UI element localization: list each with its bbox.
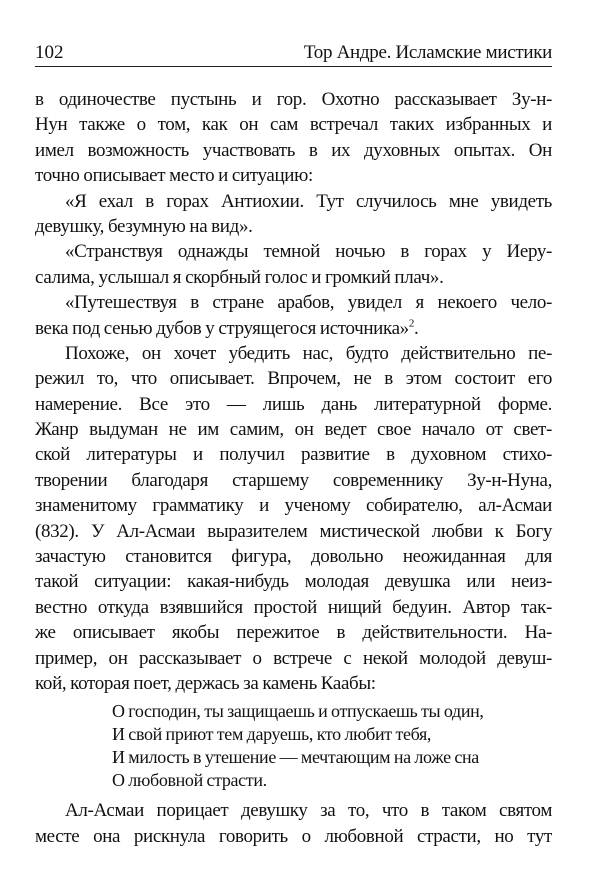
line-text: кой, которая поет, держась за камень Каабы:: [35, 672, 376, 694]
line-text: О господин, ты защищаешь и отпускаешь ты один,: [112, 701, 484, 722]
text-line: [35, 824, 552, 849]
paragraph: [35, 798, 552, 849]
text-line: [35, 239, 552, 264]
paragraph: [35, 239, 552, 290]
text-line: [35, 620, 552, 645]
line-text: Ал-Асмаи порицает девушку за то, что в таком святом: [65, 800, 552, 822]
line-text: намерение. Все это — лишь дань литературной форме.: [35, 393, 552, 415]
verse-line: [112, 723, 552, 746]
text-line: [35, 214, 552, 239]
line-text: «Я ехал в горах Антиохии. Тут случилось мне увидеть: [65, 190, 552, 212]
text-line: [35, 265, 552, 290]
line-text: режил то, что описывает. Впрочем, не в этом состоит его: [35, 368, 552, 390]
line-text: И милость в утешение — мечтающим на ложе сна: [112, 747, 479, 768]
line-text: Нун также о том, как он сам встречал таких избранных и: [35, 114, 552, 136]
text-line: [35, 87, 552, 112]
page-body: [35, 87, 552, 849]
paragraph: [35, 87, 552, 189]
footnote-ref: 2: [408, 317, 414, 330]
line-text: точно описывает место и ситуацию:: [35, 165, 313, 187]
text-line: [35, 468, 552, 493]
line-text: имел возможность участвовать в их духовных опытах. Он: [35, 139, 552, 161]
line-text: вестно откуда взявшийся простой нищий бедуин. Автор так-: [35, 596, 552, 618]
text-line: [35, 366, 552, 391]
text-line: [35, 493, 552, 518]
line-text: же описывает якобы пережитое в действительности. На-: [35, 622, 552, 644]
text-line: [35, 392, 552, 417]
paragraph: [35, 341, 552, 696]
line-text: месте она рискнула говорить о любовной страсти, но тут: [35, 825, 552, 847]
text-line: [35, 138, 552, 163]
line-text: творении благодаря старшему современнику Зу-н-Нуна,: [35, 469, 552, 491]
verse-line: [112, 769, 552, 792]
line-text: «Путешествуя в стране арабов, увидел я некоего чело-: [65, 292, 552, 314]
verse-quote: [35, 700, 552, 792]
text-line: [35, 544, 552, 569]
line-text: И свой приют тем даруешь, кто любит тебя,: [112, 724, 432, 745]
line-text: О любовной страсти.: [112, 770, 267, 791]
text-line: [35, 341, 552, 366]
line-text: девушку, безумную на вид».: [35, 215, 253, 237]
verse-line: [112, 700, 552, 723]
line-text: Похоже, он хочет убедить нас, будто действительно пе-: [65, 342, 552, 364]
paragraph: [35, 189, 552, 240]
verse-line: [112, 746, 552, 769]
line-text: Жанр выдуман не им самим, он ведет свое начало от свет-: [35, 419, 552, 441]
text-line: [35, 290, 552, 315]
text-line: [35, 112, 552, 137]
text-line: [35, 417, 552, 442]
line-text: века под сенью дубов у струящегося источника»: [35, 317, 409, 339]
text-line: [35, 442, 552, 467]
page-number: 102: [35, 42, 64, 63]
line-tail: .: [414, 317, 419, 339]
line-text: ской литературы и получил развитие в духовном стихо-: [35, 444, 552, 466]
text-line: [35, 569, 552, 594]
line-text: зачастую становится фигура, довольно неожиданная для: [35, 546, 552, 568]
text-line: [35, 798, 552, 823]
text-line: [35, 519, 552, 544]
line-text: салима, услышал я скорбный голос и громкий плач».: [35, 266, 444, 288]
line-text: (832). У Ал-Асмаи выразителем мистической любви к Богу: [35, 520, 552, 542]
line-text: такой ситуации: какая-нибудь молодая девушка или неиз-: [35, 571, 552, 593]
text-line: [35, 595, 552, 620]
line-text: знаменитому грамматику и ученому собирателю, ал-Асмаи: [35, 495, 552, 517]
paragraph: [35, 290, 552, 341]
text-line: [35, 316, 552, 341]
line-text: пример, он рассказывает о встрече с некой молодой девуш-: [35, 647, 552, 669]
text-line: [35, 189, 552, 214]
running-title: Тор Андре. Исламские мистики: [303, 42, 552, 63]
line-text: «Странствуя однажды темной ночью в горах у Иеру-: [65, 241, 552, 263]
running-header: [35, 40, 552, 67]
text-line: [35, 646, 552, 671]
text-line: [35, 163, 552, 188]
text-line: [35, 671, 552, 696]
line-text: в одиночестве пустынь и гор. Охотно рассказывает Зу-н-: [35, 89, 552, 110]
